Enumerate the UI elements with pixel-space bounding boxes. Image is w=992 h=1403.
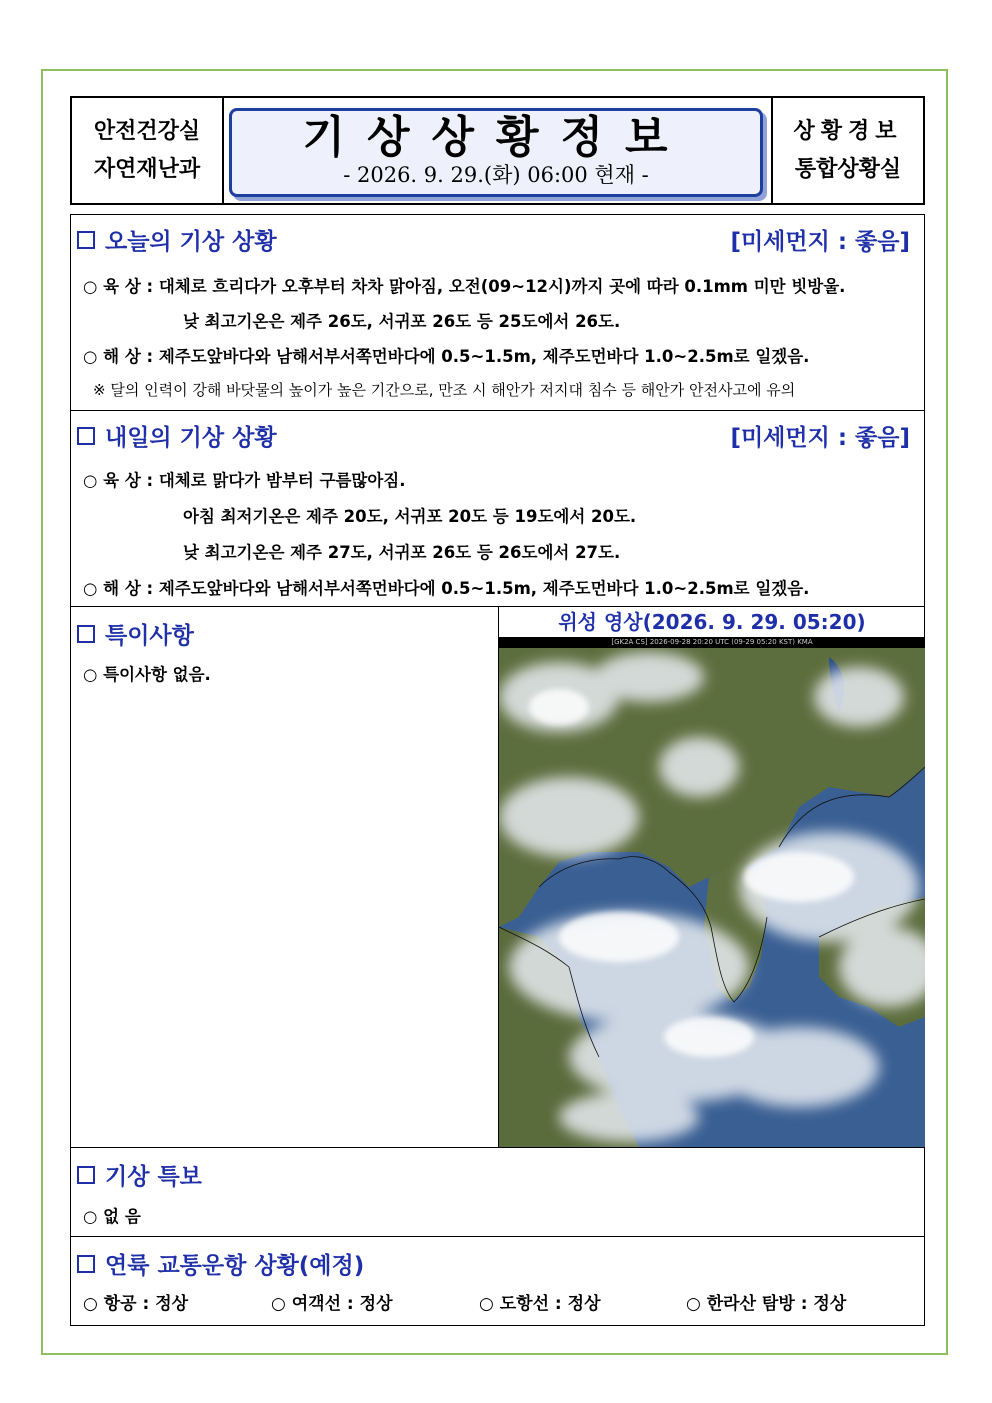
special-heading-text: 특이사항 (105, 623, 194, 649)
office-line1: 상황경보 (793, 118, 903, 144)
satellite-title: 위성 영상(2026. 9. 29. 05:20) (558, 610, 866, 634)
satellite-caption: [GK2A CS] 2026-09-28 20:20 UTC (09-29 05:20 KST) KMA (499, 637, 925, 648)
office (771, 98, 923, 203)
special-heading (77, 617, 194, 650)
checkbox-icon (77, 1255, 95, 1273)
tomorrow-heading (77, 419, 277, 452)
special-item: ○ 특이사항 없음. (83, 665, 211, 684)
tomorrow-heading-text: 내일의 기상 상황 (105, 425, 277, 451)
tomorrow-land1: ○ 육 상 : 대체로 맑다가 밤부터 구름많아짐. (83, 471, 406, 490)
satellite-image (499, 637, 925, 1147)
warning-heading-text: 기상 특보 (105, 1164, 202, 1190)
department-line1: 안전건강실 (93, 118, 201, 144)
checkbox-icon (77, 625, 95, 643)
today-sea: ○ 해 상 : 제주도앞바다와 남해서부서쪽먼바다에 0.5~1.5m, 제주도먼바다 1.0~2.5m로 일겠음. (83, 347, 810, 366)
department-line2: 자연재난과 (93, 156, 201, 182)
traffic-island-ferry: ○ 도항선 : 정상 (479, 1294, 601, 1314)
today-land1: ○ 육 상 : 대체로 흐리다가 오후부터 차차 맑아짐, 오전(09~12시)까지 곳에 따라 0.1mm 미만 빗방울. (83, 277, 846, 296)
warning-item: ○ 없 음 (83, 1207, 141, 1226)
header (70, 96, 925, 205)
today-section (70, 214, 925, 411)
traffic-ferry: ○ 여객선 : 정상 (271, 1294, 393, 1314)
tomorrow-land2: 아침 최저기온은 제주 20도, 서귀포 20도 등 19도에서 20도. (183, 507, 637, 526)
traffic-air: ○ 항공 : 정상 (83, 1294, 189, 1314)
tomorrow-dust: [미세먼지 : 좋음] (730, 425, 910, 451)
checkbox-icon (77, 427, 95, 445)
checkbox-icon (77, 1166, 95, 1184)
page-subtitle: - 2026. 9. 29.(화) 06:00 현재 - (343, 163, 649, 187)
warning-heading (77, 1158, 202, 1191)
today-note: ※ 달의 인력이 강해 바닷물의 높이가 높은 기간으로, 만조 시 해안가 저지대 침수 등 해안가 안전사고에 유의 (93, 381, 796, 399)
today-heading (77, 223, 277, 256)
today-dust: [미세먼지 : 좋음] (730, 229, 910, 255)
traffic-heading-text: 연륙 교통운항 상황(예정) (105, 1253, 365, 1279)
tomorrow-sea: ○ 해 상 : 제주도앞바다와 남해서부서쪽먼바다에 0.5~1.5m, 제주도먼바다 1.0~2.5m로 일겠음. (83, 579, 810, 598)
traffic-heading (77, 1247, 364, 1280)
tomorrow-land3: 낮 최고기온은 제주 27도, 서귀포 26도 등 26도에서 27도. (183, 543, 621, 562)
page-title: 기상상황정보 (302, 112, 690, 163)
traffic-section (70, 1236, 925, 1326)
office-line2: 통합상황실 (794, 156, 902, 182)
today-land2: 낮 최고기온은 제주 26도, 서귀포 26도 등 25도에서 26도. (183, 312, 621, 331)
traffic-hallasan: ○ 한라산 탐방 : 정상 (686, 1294, 847, 1314)
title-box (229, 108, 763, 197)
today-heading-text: 오늘의 기상 상황 (105, 229, 277, 255)
warning-section (70, 1147, 925, 1237)
department (72, 98, 224, 203)
special-section (70, 606, 925, 1148)
checkbox-icon (77, 231, 95, 249)
satellite-map (499, 637, 925, 1147)
tomorrow-section (70, 410, 925, 607)
